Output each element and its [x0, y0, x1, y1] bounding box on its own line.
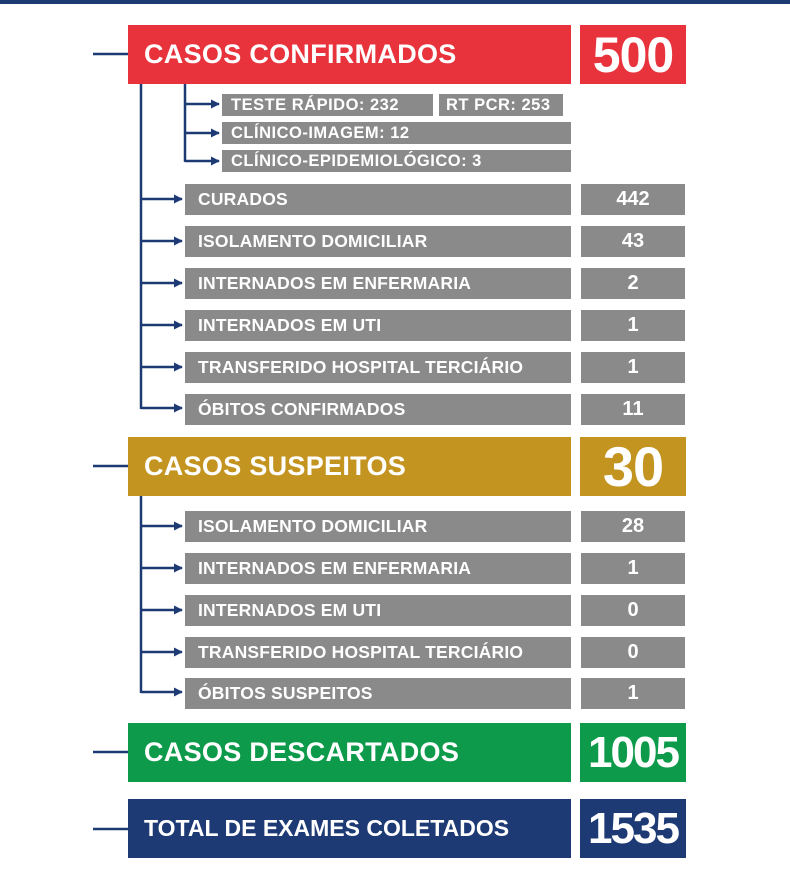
confirmed-item-label: TRANSFERIDO HOSPITAL TERCIÁRIO — [185, 352, 571, 383]
sub-test-epidemiological: CLÍNICO-EPIDEMIOLÓGICO: 3 — [222, 150, 571, 172]
suspected-item-value: 1 — [581, 678, 685, 709]
discarded-value-box — [580, 723, 686, 782]
suspected-item-label: INTERNADOS EM UTI — [185, 595, 571, 626]
confirmed-item-value: 11 — [581, 394, 685, 425]
total-tests-value: 1535 — [588, 803, 678, 853]
confirmed-value: 500 — [592, 26, 674, 83]
discarded-value: 1005 — [588, 727, 678, 777]
suspected-item-value: 0 — [581, 595, 685, 626]
sub-test-rapid: TESTE RÁPIDO: 232 — [222, 94, 433, 116]
suspected-title: CASOS SUSPEITOS — [128, 437, 571, 496]
confirmed-item-label: CURADOS — [185, 184, 571, 215]
suspected-item-label: INTERNADOS EM ENFERMARIA — [185, 553, 571, 584]
confirmed-item-label: ÓBITOS CONFIRMADOS — [185, 394, 571, 425]
total-tests-value-box — [580, 799, 686, 858]
confirmed-item-label: ISOLAMENTO DOMICILIAR — [185, 226, 571, 257]
sub-test-rtpcr: RT PCR: 253 — [439, 94, 563, 116]
discarded-title: CASOS DESCARTADOS — [128, 723, 571, 782]
top-border — [0, 0, 790, 4]
confirmed-item-value: 1 — [581, 310, 685, 341]
confirmed-item-value: 442 — [581, 184, 685, 215]
confirmed-title: CASOS CONFIRMADOS — [128, 25, 571, 84]
confirmed-item-value: 43 — [581, 226, 685, 257]
suspected-item-label: ISOLAMENTO DOMICILIAR — [185, 511, 571, 542]
suspected-item-label: ÓBITOS SUSPEITOS — [185, 678, 571, 709]
confirmed-item-label: INTERNADOS EM UTI — [185, 310, 571, 341]
total-tests-title: TOTAL DE EXAMES COLETADOS — [128, 799, 571, 858]
confirmed-item-value: 2 — [581, 268, 685, 299]
suspected-item-label: TRANSFERIDO HOSPITAL TERCIÁRIO — [185, 637, 571, 668]
suspected-item-value: 0 — [581, 637, 685, 668]
confirmed-item-label: INTERNADOS EM ENFERMARIA — [185, 268, 571, 299]
confirmed-value-box — [580, 25, 686, 84]
suspected-item-value: 1 — [581, 553, 685, 584]
confirmed-item-value: 1 — [581, 352, 685, 383]
suspected-item-value: 28 — [581, 511, 685, 542]
suspected-value: 30 — [602, 435, 664, 498]
sub-test-imaging: CLÍNICO-IMAGEM: 12 — [222, 122, 571, 144]
suspected-value-box — [580, 437, 686, 496]
